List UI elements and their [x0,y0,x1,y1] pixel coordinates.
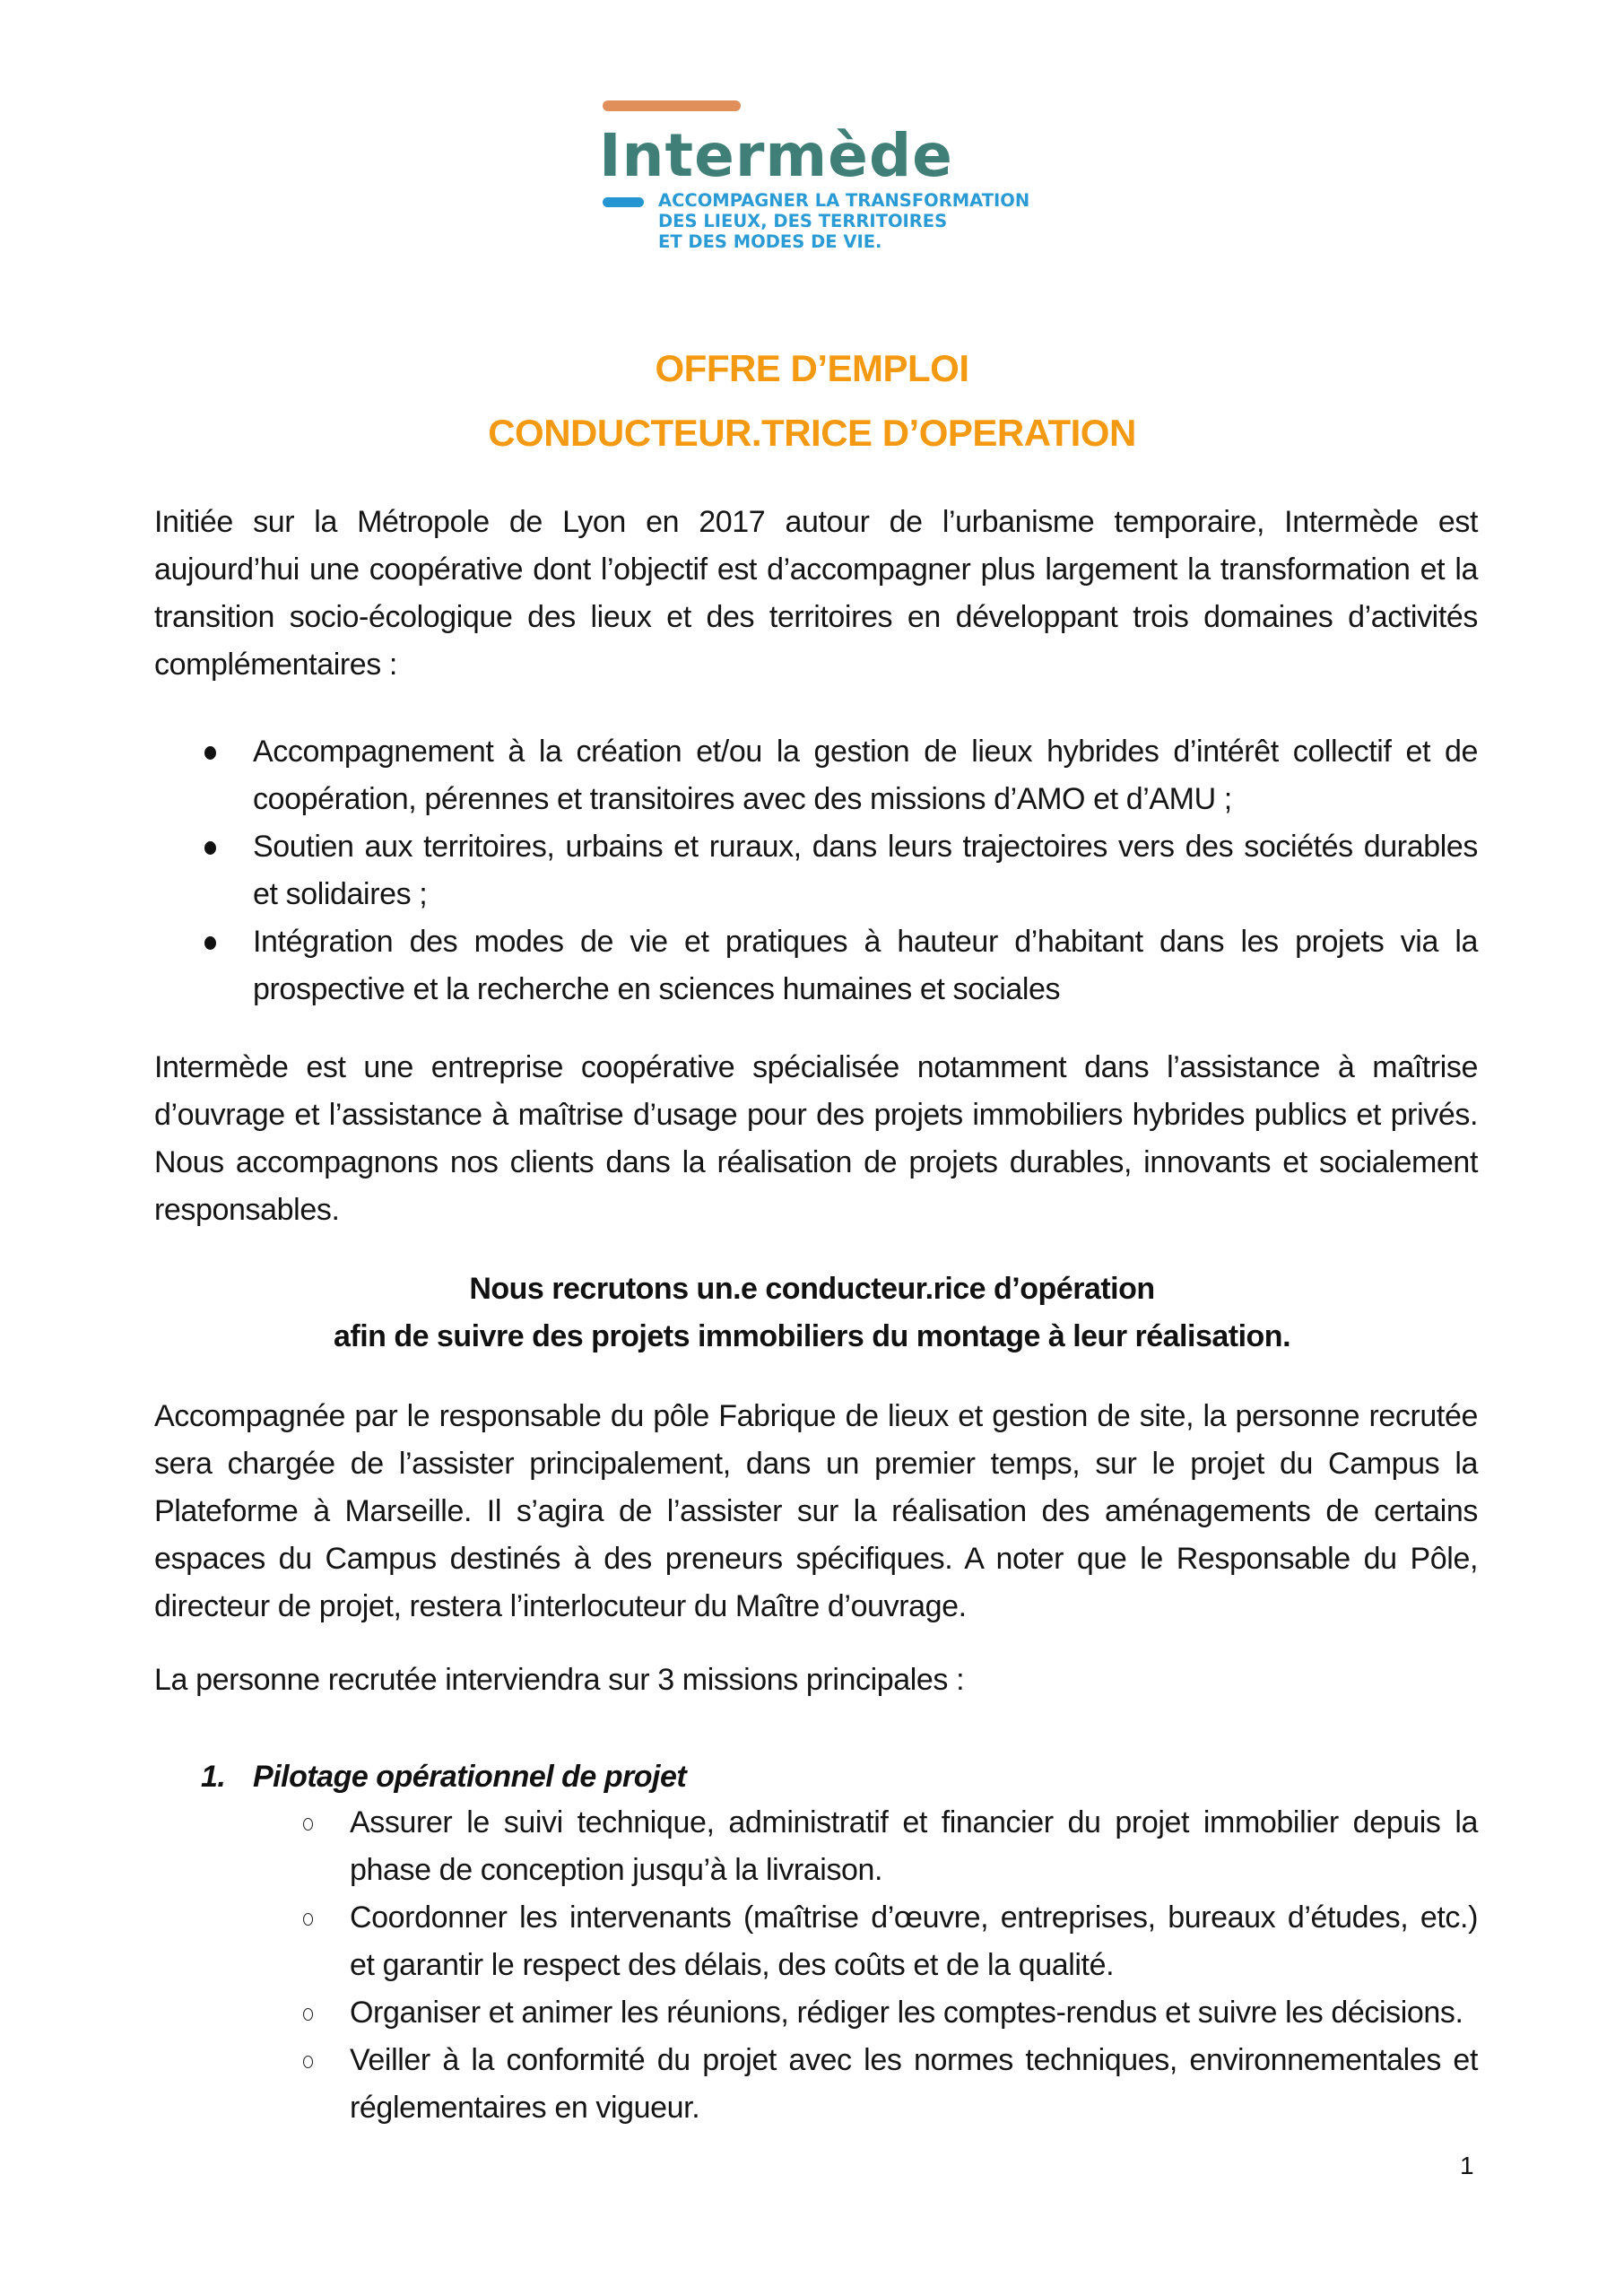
mission-item [350,2037,1478,2132]
intro-text: Initiée sur la Métropole de Lyon en 2017 autour de l’urbanisme temporaire, Intermède est aujourd’hui une coopérative dont l’objectif est d’accompagner plus largement la transformation et la transition socio-écologique des lieux et des territoires en développant trois domaines d’activités complémentaires : [154,505,1478,682]
missions-intro-text: La personne recrutée interviendra sur 3 missions principales : [154,1663,965,1697]
logo-blue-bar [603,197,644,207]
title-line-offer: OFFRE D’EMPLOI [655,347,969,389]
recruiting-line-1: Nous recrutons un.e conducteur.rice d’opération [469,1272,1155,1306]
logo-wordmark: Intermède [599,121,953,190]
mission-item [350,1799,1478,1894]
page-number: 1 [1460,2152,1474,2179]
recruiting-statement [0,1265,1624,1361]
company-text: Intermède est une entreprise coopérative spécialisée notamment dans l’assistance à maîtrise d’ouvrage et l’assistance à maîtrise d’usage pour des projets immobiliers hybrides publics et privés. Nous accompagnons nos clients dans la réalisation de projets durables, innovants et socialement responsables. [154,1050,1478,1227]
logo-orange-bar [603,100,741,111]
activity-item [154,728,1478,823]
intro-paragraph [154,499,1478,689]
bullet-icon [204,936,216,950]
recruiting-line-2: afin de suivre des projets immobiliers du montage à leur réalisation. [333,1319,1291,1353]
context-paragraph [154,1393,1478,1631]
mission-item-text: Organiser et animer les réunions, rédiger les comptes-rendus et suivre les décisions. [350,1996,1463,2030]
mission-number: 1. [201,1760,226,1794]
mission-item [350,1989,1478,2037]
mission-item [350,1894,1478,1989]
activity-text: Soutien aux territoires, urbains et ruraux, dans leurs trajectoires vers des sociétés durables et solidaires ; [253,830,1478,911]
mission-item-text: Coordonner les intervenants (maîtrise d’œuvre, entreprises, bureaux d’études, etc.) et garantir le respect des délais, des coûts et de la qualité. [350,1900,1478,1982]
mission-title: Pilotage opérationnel de projet [253,1760,687,1794]
mission-item-text: Veiller à la conformité du projet avec les normes techniques, environnementales et réglementaires en vigueur. [350,2043,1478,2125]
logo-tagline-line: ACCOMPAGNER LA TRANSFORMATION [658,190,1030,211]
mission-items-list [350,1799,1478,2132]
intermede-logo [599,97,1069,267]
logo-tagline [658,190,1029,252]
mission-item-text: Assurer le suivi technique, administratif et financier du projet immobilier depuis la phase de conception jusqu’à la livraison. [350,1805,1478,1887]
activity-text: Intégration des modes de vie et pratiques à hauteur d’habitant dans les projets via la prospective et la recherche en sciences humaines et sociales [253,925,1478,1006]
logo-tagline-line: ET DES MODES DE VIE. [658,231,882,252]
bullet-icon [204,841,216,855]
circle-bullet-icon [303,1913,313,1926]
circle-bullet-icon [303,1818,313,1831]
activity-item [154,823,1478,918]
context-text: Accompagnée par le responsable du pôle Fabrique de lieux et gestion de site, la personne recrutée sera chargée de l’assister principalement, dans un premier temps, sur le projet du Campus la Plateforme à Marseille. Il s’agira de l’assister sur la réalisation des aménagements de certains espaces du Campus destinés à des preneurs spécifiques. A noter que le Responsable du Pôle, directeur de projet, restera l’interlocuteur du Maître d’ouvrage. [154,1399,1478,1623]
missions-intro [154,1657,1478,1704]
activity-item [154,918,1478,1013]
logo-tagline-line: DES LIEUX, DES TERRITOIRES [658,211,948,231]
activities-list [154,728,1478,1013]
circle-bullet-icon [303,2056,313,2068]
company-paragraph [154,1044,1478,1234]
bullet-icon [204,746,216,760]
job-title [0,336,1624,465]
circle-bullet-icon [303,2008,313,2021]
activity-text: Accompagnement à la création et/ou la gestion de lieux hybrides d’intérêt collectif et de coopération, pérennes et transitoires avec des missions d’AMO et d’AMU ; [253,735,1478,816]
title-line-position: CONDUCTEUR.TRICE D’OPERATION [488,412,1136,454]
mission-heading [201,1753,686,1801]
